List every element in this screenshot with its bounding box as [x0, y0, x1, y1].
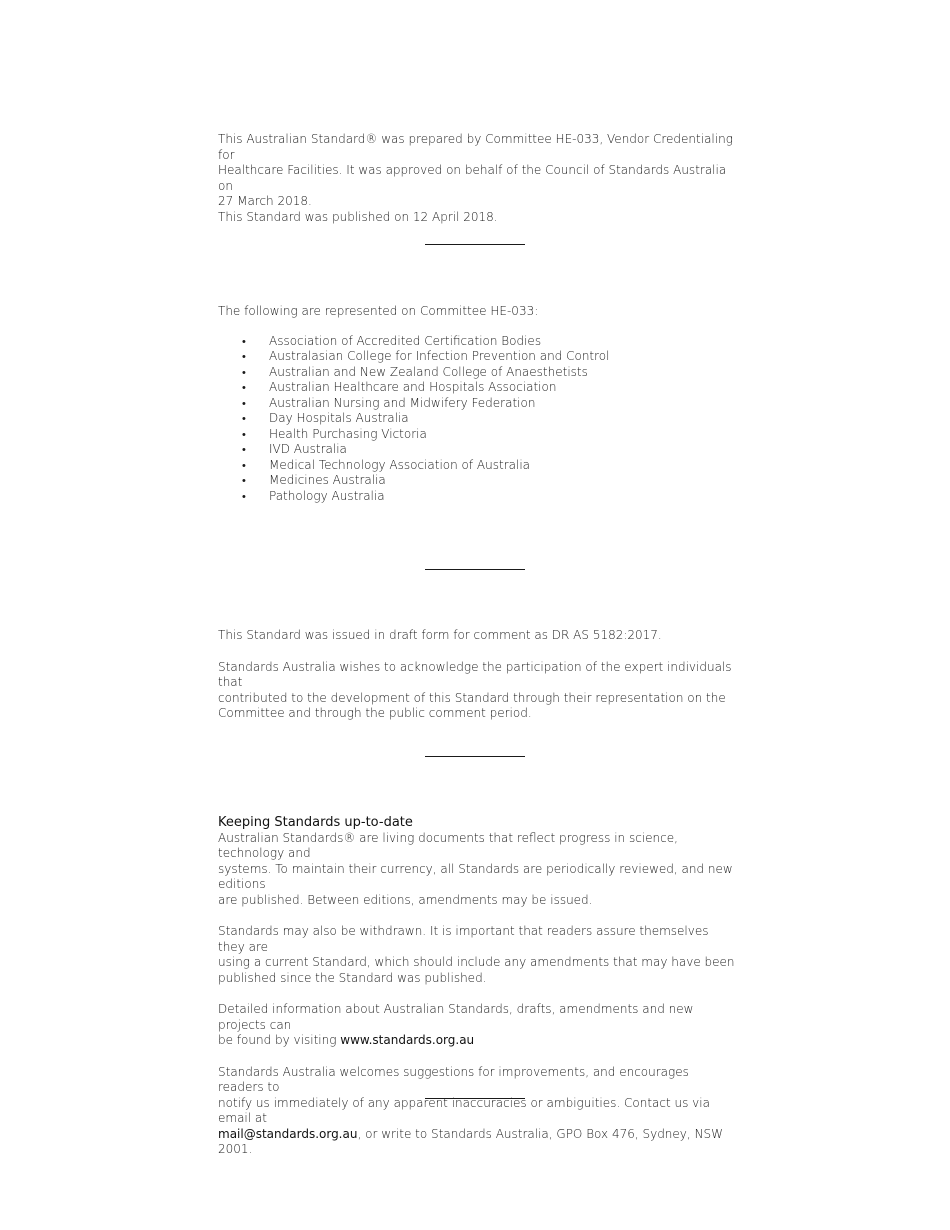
section-divider [425, 244, 525, 245]
section-divider [425, 1098, 525, 1099]
bullet-icon: • [242, 350, 246, 363]
uptodate-paragraph-1 [218, 831, 738, 909]
uptodate-paragraph-2 [218, 924, 738, 986]
paragraph-line: published since the Standard was published. [218, 970, 487, 985]
member-name: Australian Healthcare and Hospitals Association [269, 380, 557, 394]
paragraph-line: Standards may also be withdrawn. It is important that readers assure themselves they are [218, 924, 709, 954]
list-item [218, 334, 738, 350]
website-link[interactable]: www.standards.org.au [340, 1033, 475, 1047]
uptodate-block [218, 815, 738, 1158]
member-name: Australian Nursing and Midwifery Federation [269, 395, 536, 410]
bullet-icon: • [242, 458, 246, 472]
member-name: Pathology Australia [269, 488, 385, 503]
bullet-icon: • [242, 365, 246, 379]
acknowledgement-line: contributed to the development of this Standard through their representation on the [218, 690, 726, 705]
bullet-icon: • [242, 334, 246, 348]
list-item [218, 396, 738, 412]
list-item [218, 365, 738, 381]
draft-statement: This Standard was issued in draft form for comment as DR AS 5182:2017. [218, 628, 662, 642]
preface-line: 27 March 2018. [218, 194, 312, 208]
list-item [218, 473, 738, 489]
list-item [218, 442, 738, 458]
uptodate-paragraph-4 [218, 1065, 738, 1158]
committee-intro: The following are represented on Committee HE-033: [218, 304, 539, 318]
committee-block [218, 304, 738, 504]
paragraph-text: be found by visiting [218, 1033, 341, 1047]
bullet-icon: • [242, 489, 246, 503]
paragraph-text: , or write to Standards Australia, GPO Box 476, Sydney, NSW 2001. [218, 1126, 723, 1156]
preface-line: This Australian Standard® was prepared by Committee HE-033, Vendor Credentialing for [218, 132, 733, 162]
paragraph-line: using a current Standard, which should include any amendments that may have been [218, 955, 735, 969]
draft-block [218, 628, 738, 722]
email-link[interactable]: mail@standards.org.au [218, 1126, 358, 1141]
member-name: Medicines Australia [269, 473, 386, 487]
paragraph-line: systems. To maintain their currency, all Standards are periodically reviewed, and new editions [218, 861, 733, 891]
list-item [218, 380, 738, 396]
list-item [218, 458, 738, 474]
bullet-icon: • [242, 381, 246, 394]
member-name: Medical Technology Association of Australia [269, 457, 531, 472]
list-item [218, 349, 738, 365]
member-name: Australian and New Zealand College of Anaesthetists [269, 364, 588, 379]
member-name: IVD Australia [269, 442, 347, 456]
member-name: Health Purchasing Victoria [269, 426, 427, 441]
list-item [218, 489, 738, 505]
list-item [218, 427, 738, 443]
paragraph-line: notify us immediately of any apparent inaccuracies or ambiguities. Contact us via email at [218, 1095, 710, 1125]
section-heading: Keeping Standards up-to-date [218, 815, 413, 830]
paragraph-line [218, 1033, 738, 1049]
bullet-icon: • [242, 412, 246, 425]
committee-member-list [218, 334, 738, 505]
section-divider [425, 756, 525, 757]
preface-block [218, 132, 738, 225]
bullet-icon: • [242, 427, 246, 441]
member-name: Day Hospitals Australia [269, 411, 409, 425]
member-name: Australasian College for Infection Prevention and Control [269, 349, 610, 363]
member-name: Association of Accredited Certification Bodies [269, 333, 542, 348]
acknowledgement-line: Committee and through the public comment period. [218, 706, 532, 720]
acknowledgement-line: Standards Australia wishes to acknowledge the participation of the expert individuals that [218, 659, 732, 689]
section-divider [425, 569, 525, 570]
paragraph-line: Australian Standards® are living documents that reflect progress in science, technology and [218, 830, 678, 860]
paragraph-line: are published. Between editions, amendments may be issued. [218, 892, 593, 907]
bullet-icon: • [242, 396, 246, 410]
uptodate-paragraph-3 [218, 1002, 738, 1049]
paragraph-line: Detailed information about Australian Standards, drafts, amendments and new projects can [218, 1002, 694, 1032]
paragraph-line [218, 1127, 738, 1158]
bullet-icon: • [242, 474, 246, 487]
publication-line: This Standard was published on 12 April 2018. [218, 209, 498, 224]
list-item [218, 411, 738, 427]
bullet-icon: • [242, 443, 246, 456]
preface-line: Healthcare Facilities. It was approved on behalf of the Council of Standards Australia on [218, 163, 727, 193]
paragraph-line: Standards Australia welcomes suggestions for improvements, and encourages readers to [218, 1064, 689, 1094]
acknowledgement-paragraph [218, 660, 738, 722]
